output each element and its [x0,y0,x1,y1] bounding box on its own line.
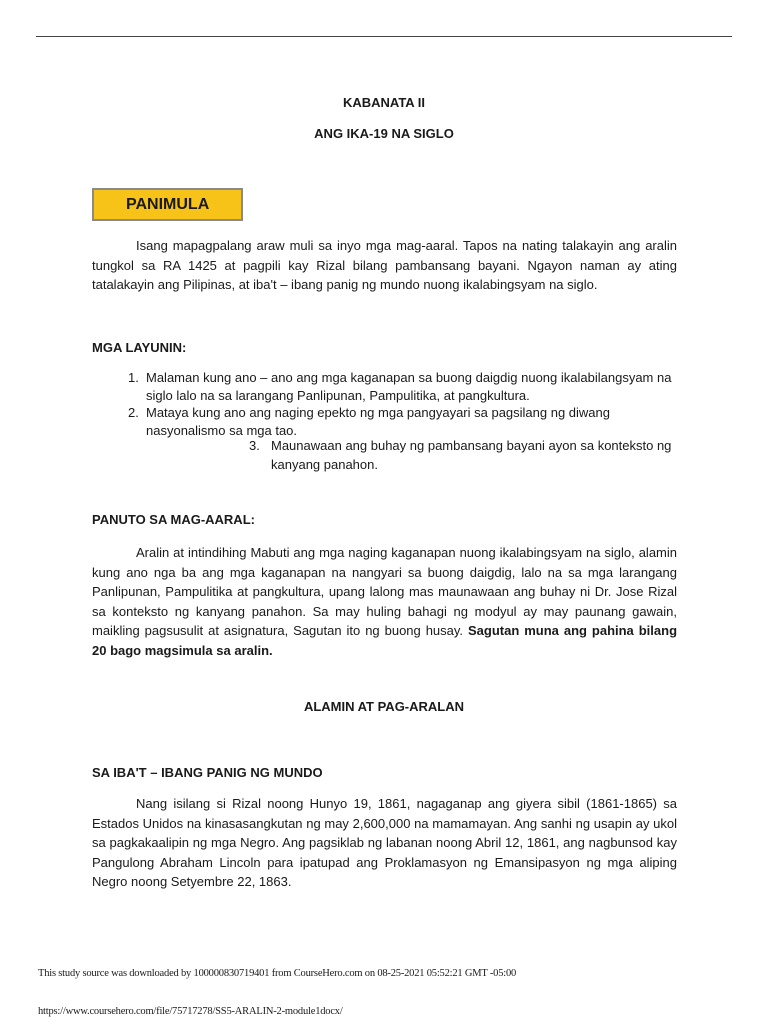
objective-number: 1. [128,370,139,385]
download-notice: This study source was downloaded by 100000830719401 from CourseHero.com on 08-25-2021 05:52:21 GMT -05:00 [38,968,517,979]
panuto-heading: PANUTO SA MAG-AARAL: [92,512,255,527]
objective-item [128,404,688,439]
panimula-label-box: PANIMULA [92,188,243,221]
chapter-title: ANG IKA-19 NA SIGLO [314,126,454,141]
panimula-paragraph: Isang mapagpalang araw muli sa inyo mga mag-aaral. Tapos na nating talakayin ang aralin tungkol sa RA 1425 at pagpili kay Rizal bilang pambansang bayani. Ngayon naman ay ating tatalakayin ang Pilipinas, at iba't – ibang panig ng mundo nuong ikalabingsyam na siglo. [92,238,677,292]
source-url-link[interactable]: https://www.coursehero.com/file/75717278/SS5-ARALIN-2-module1docx/ [38,1006,343,1017]
panuto-paragraph [92,543,677,660]
chapter-label: KABANATA II [342,95,426,110]
header-divider [36,36,732,37]
objectives-list [128,369,688,439]
objective-number: 2. [128,405,139,420]
panuto-bold-instruction: Sagutan muna ang pahina bilang 20 bago magsimula sa aralin. [92,623,678,658]
objective-item [128,369,688,404]
objective-text: Malaman kung ano – ano ang mga kaganapan sa buong daigdig nuong ikalabilangsyam na siglo lalo na sa larangang Panlipunan, Pampulitika, at pangkultura. [146,370,672,403]
layunin-heading: MGA LAYUNIN: [92,340,187,355]
objective-number: 3. [249,438,260,453]
panuto-text: Aralin at intindihing Mabuti ang mga naging kaganapan nuong ikalabingsyam na siglo, alamin kung ano nga ba ang mga kaganapan na nangyari sa buong daigdig, lalo na sa mga larangang Panlipunan, Pampulitika at pangkultura, upang lalong mas maunawaan ang buhay ni Dr. Jose Rizal sa konteksto ng kanyang panahon. Sa may huling bahagi ng modyul ay may paunang gawain, maikling pagsusulit at asignatura, Sagutan ito ng buong husay. [92,545,677,638]
objective-text: Maunawaan ang buhay ng pambansang bayani ayon sa konteksto ng kanyang panahon. [271,438,672,472]
objective-text: Mataya kung ano ang naging epekto ng mga pangyayari sa pagsilang ng diwang nasyonalismo sa mga tao. [146,405,611,438]
alamin-heading: ALAMIN AT PAG-ARALAN [303,699,465,714]
mundo-paragraph: Nang isilang si Rizal noong Hunyo 19, 1861, nagaganap ang giyera sibil (1861-1865) sa Estados Unidos na kinasasangkutan ng may 2,600,000 na mamamayan. Ang sanhi ng usapin ay ukol sa pagkakaalipin ng mga Negro. Ang pagsiklab ng labanan noong Abril 12, 1861, ang nagbunsod kay Pangulong Abraham Lincoln para ipatupad ang Proklamasyon ng Emansipasyon ng mga aliping Negro noong Setyembre 22, 1863. [92,796,677,889]
mundo-heading: SA IBA'T – IBANG PANIG NG MUNDO [92,765,323,780]
objective-item [249,437,679,474]
